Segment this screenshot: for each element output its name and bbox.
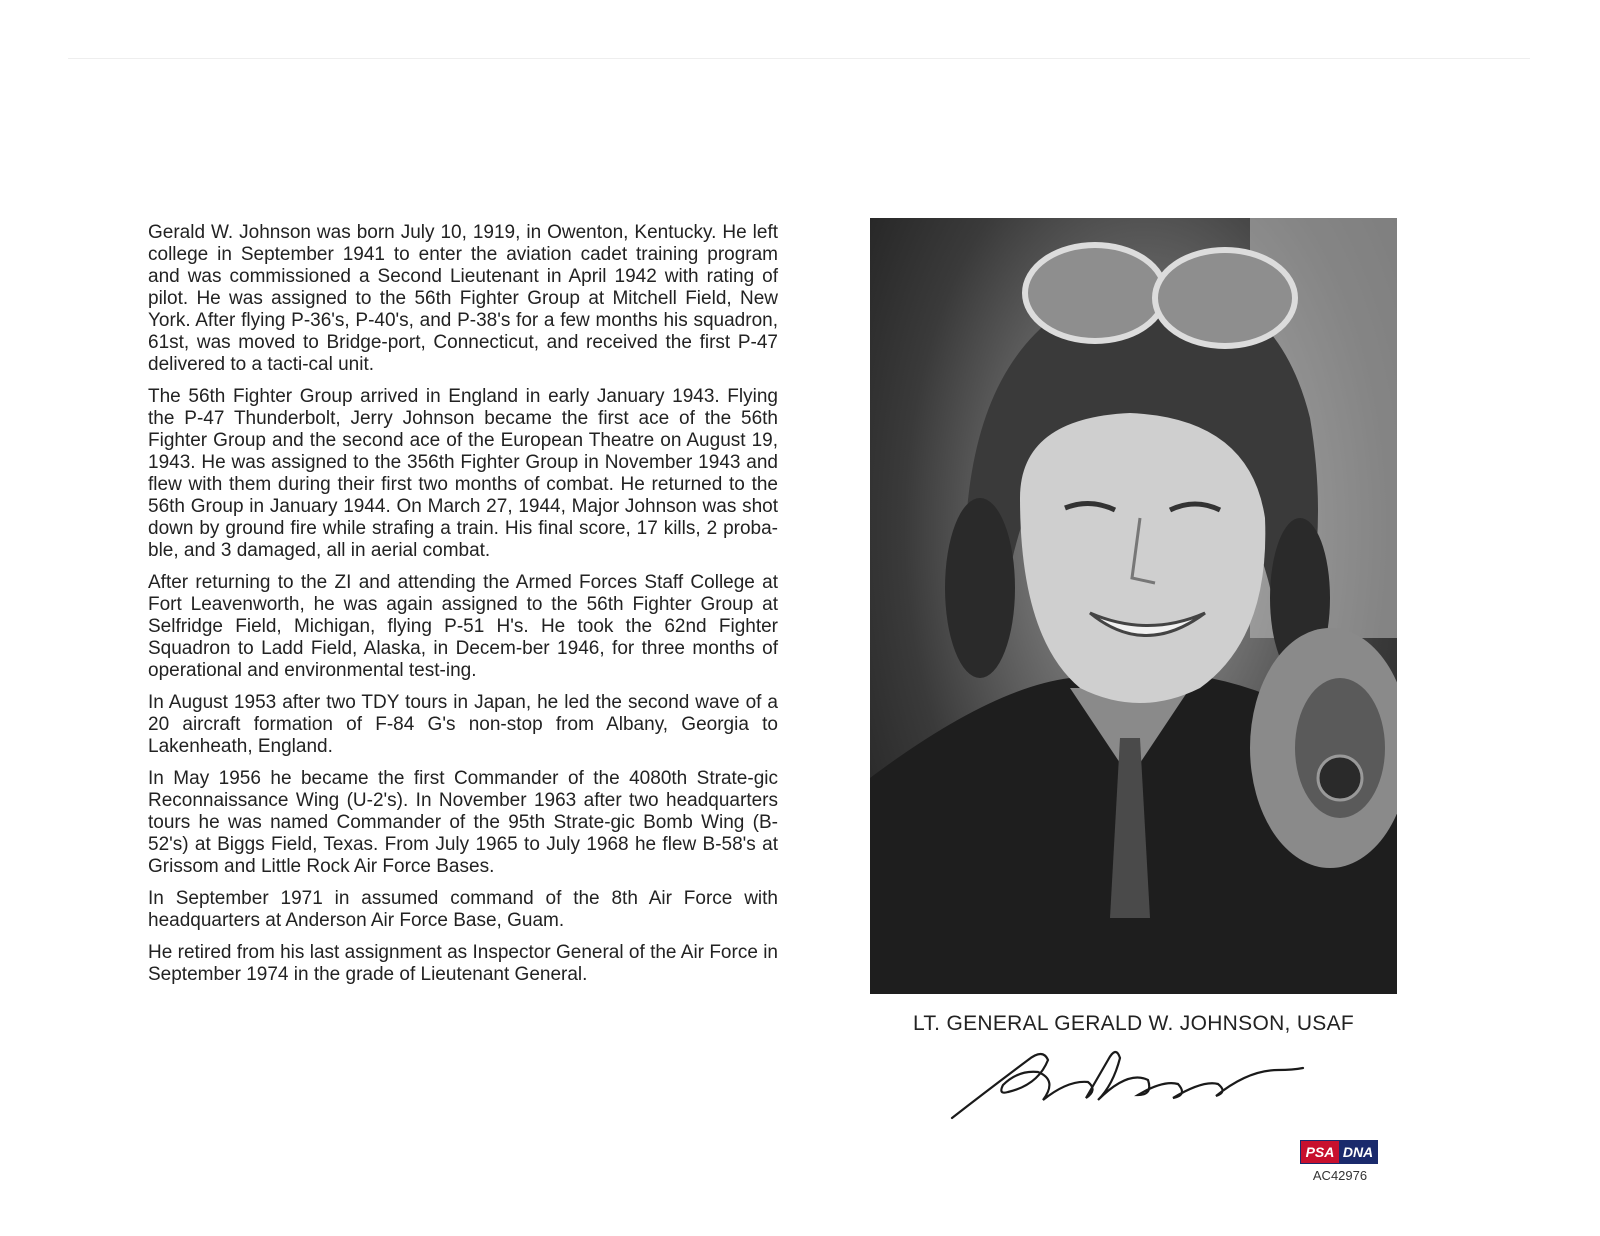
psa-dna-logo bbox=[1300, 1140, 1378, 1164]
psa-logo-text: PSA bbox=[1301, 1141, 1339, 1163]
portrait-caption: LT. GENERAL GERALD W. JOHNSON, USAF bbox=[912, 1012, 1355, 1035]
portrait-illustration bbox=[870, 218, 1397, 994]
authentication-sticker bbox=[1300, 1140, 1380, 1188]
authentication-code: AC42976 bbox=[1312, 1168, 1368, 1183]
bio-paragraph-2: The 56th Fighter Group arrived in England in early January 1943. Flying the P-47 Thunderbolt, Jerry Johnson became the first ace of the 56th Fighter Group and the second ace of the European Theatre on August 19, 1943. He was assigned to the 356th Fighter Group in November 1943 and flew with them during their first two months of combat. He returned to the 56th Group in January 1944. On March 27, 1944, Major Johnson was shot down by ground fire while strafing a train. His final score, 17 kills, 2 proba-ble, and 3 damaged, all in aerial combat. bbox=[148, 386, 778, 561]
biography-text bbox=[148, 222, 778, 996]
pilot-portrait-photo bbox=[870, 218, 1397, 994]
dna-logo-text: DNA bbox=[1339, 1141, 1377, 1163]
bio-paragraph-4: In August 1953 after two TDY tours in Japan, he led the second wave of a 20 aircraft formation of F-84 G's non-stop from Albany, Georgia to Lakenheath, England. bbox=[148, 692, 778, 757]
bio-paragraph-7: He retired from his last assignment as Inspector General of the Air Force in September 1974 in the grade of Lieutenant General. bbox=[148, 942, 778, 985]
bio-paragraph-5: In May 1956 he became the first Commander of the 4080th Strate-gic Reconnaissance Wing (U-2's). In November 1963 after two headquarters tours he was named Commander of the 95th Strate-gic Bomb Wing (B-52's) at Biggs Field, Texas. From July 1965 to July 1968 he flew B-58's at Grissom and Little Rock Air Force Bases. bbox=[148, 768, 778, 877]
bio-paragraph-1: Gerald W. Johnson was born July 10, 1919, in Owenton, Kentucky. He left college in September 1941 to enter the aviation cadet training program and was commissioned a Second Lieutenant in April 1942 with rating of pilot. He was assigned to the 56th Fighter Group at Mitchell Field, New York. After flying P-36's, P-40's, and P-38's for a few months his squadron, 61st, was moved to Bridge-port, Connecticut, and received the first P-47 delivered to a tacti-cal unit. bbox=[148, 222, 778, 375]
handwritten-signature bbox=[948, 1040, 1308, 1130]
bio-paragraph-3: After returning to the ZI and attending the Armed Forces Staff College at Fort Leavenworth, he was again assigned to the 56th Fighter Group at Selfridge Field, Michigan, flying P-51 H's. He took the 62nd Fighter Squadron to Ladd Field, Alaska, in Decem-ber 1946, for three months of operational and environmental test-ing. bbox=[148, 572, 778, 681]
bio-paragraph-6: In September 1971 in assumed command of the 8th Air Force with headquarters at Anderson Air Force Base, Guam. bbox=[148, 888, 778, 931]
